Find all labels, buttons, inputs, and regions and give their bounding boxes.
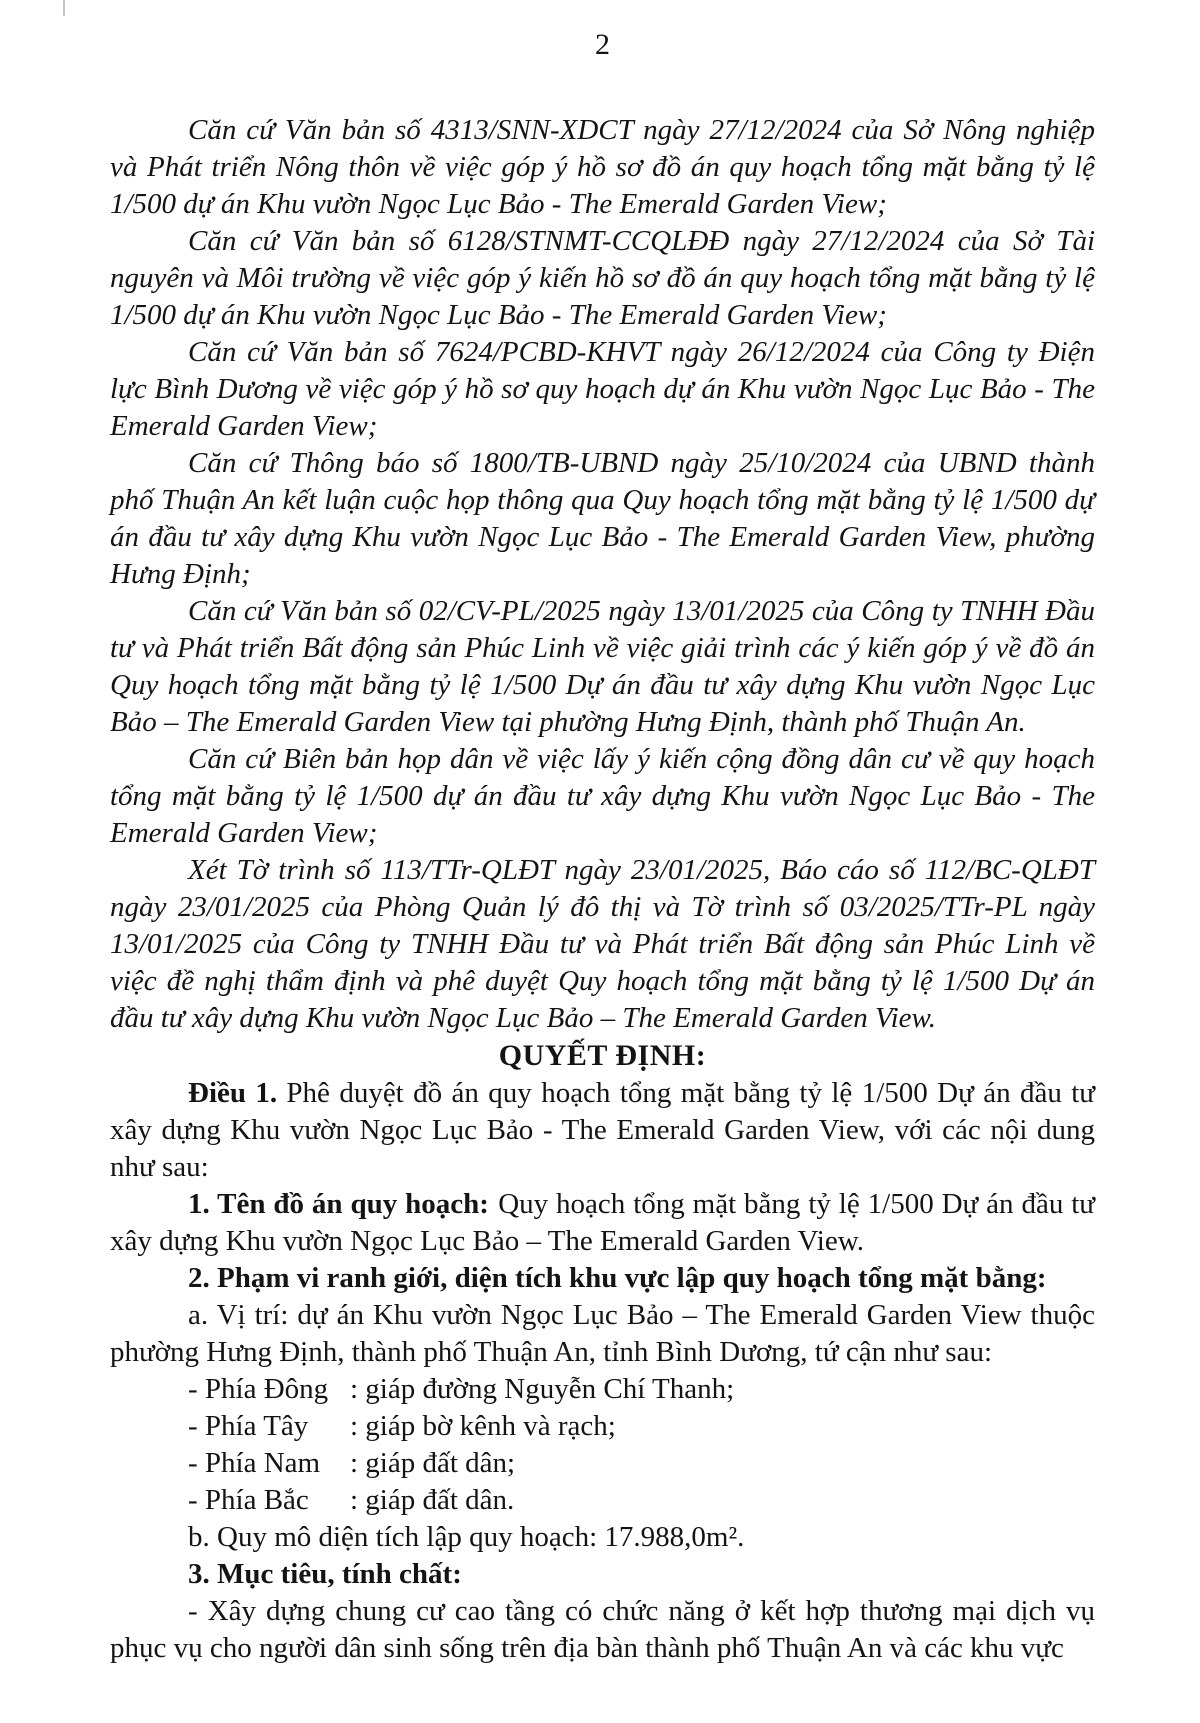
scan-artifact-mark: [63, 0, 65, 16]
section-2-item-a: a. Vị trí: dự án Khu vườn Ngọc Lục Bảo – The Emerald Garden View thuộc phường Hưng Định, thành phố Thuận An, tỉnh Bình Dương, tứ cận như sau:: [110, 1299, 1095, 1368]
section-2-item-b: b. Quy mô diện tích lập quy hoạch: 17.988,0m².: [188, 1521, 745, 1553]
article-1-paragraph: [110, 1075, 1095, 1186]
citation-paragraph: Căn cứ Văn bản số 02/CV-PL/2025 ngày 13/01/2025 của Công ty TNHH Đầu tư và Phát triển Bất động sản Phúc Linh về việc giải trình các ý kiến góp ý về đồ án Quy hoạch tổng mặt bằng tỷ lệ 1/500 Dự án đầu tư xây dựng Khu vườn Ngọc Lục Bảo – The Emerald Garden View tại phường Hưng Định, thành phố Thuận An.: [110, 595, 1095, 738]
section-1-text: Quy hoạch tổng mặt bằng tỷ lệ 1/500 Dự án đầu tư xây dựng Khu vườn Ngọc Lục Bảo – The Emerald Garden View.: [110, 1188, 1095, 1257]
boundary-label: - Phía Bắc: [188, 1484, 309, 1516]
citation-paragraph: Căn cứ Văn bản số 4313/SNN-XDCT ngày 27/12/2024 của Sở Nông nghiệp và Phát triển Nông thôn về việc góp ý hồ sơ đồ án quy hoạch tổng mặt bằng tỷ lệ 1/500 dự án Khu vườn Ngọc Lục Bảo - The Emerald Garden View;: [110, 114, 1095, 220]
boundary-label: - Phía Đông: [188, 1373, 329, 1405]
article-1-text: Phê duyệt đồ án quy hoạch tổng mặt bằng tỷ lệ 1/500 Dự án đầu tư xây dựng Khu vườn Ngọc Lục Bảo - The Emerald Garden View, với các nội dung như sau:: [110, 1077, 1096, 1183]
boundary-value: : giáp bờ kênh và rạch;: [350, 1410, 616, 1442]
boundary-row-north: [110, 1482, 1095, 1519]
section-3-item: - Xây dựng chung cư cao tầng có chức năng ở kết hợp thương mại dịch vụ phục vụ cho người dân sinh sống trên địa bàn thành phố Thuận An và các khu vực: [110, 1595, 1095, 1664]
document-body: [110, 112, 1095, 1667]
boundary-value: : giáp đường Nguyễn Chí Thanh;: [350, 1373, 735, 1405]
section-2-heading: 2. Phạm vi ranh giới, diện tích khu vực lập quy hoạch tổng mặt bằng:: [188, 1262, 1047, 1294]
boundary-row-west: [110, 1408, 1095, 1445]
boundary-label: - Phía Nam: [188, 1447, 321, 1479]
section-1-label: 1. Tên đồ án quy hoạch:: [188, 1188, 489, 1220]
citation-paragraph: Căn cứ Thông báo số 1800/TB-UBND ngày 25/10/2024 của UBND thành phố Thuận An kết luận cuộc họp thông qua Quy hoạch tổng mặt bằng tỷ lệ 1/500 dự án đầu tư xây dựng Khu vườn Ngọc Lục Bảo - The Emerald Garden View, phường Hưng Định;: [110, 447, 1095, 590]
boundary-row-east: [110, 1371, 1095, 1408]
boundary-value: : giáp đất dân.: [350, 1484, 515, 1516]
boundary-value: : giáp đất dân;: [350, 1447, 516, 1479]
boundary-label: - Phía Tây: [188, 1410, 309, 1442]
page-number: 2: [595, 28, 610, 61]
section-3-heading: 3. Mục tiêu, tính chất:: [188, 1558, 462, 1590]
decision-heading: QUYẾT ĐỊNH:: [498, 1039, 707, 1072]
section-1-paragraph: [110, 1186, 1095, 1260]
citation-paragraph: Căn cứ Biên bản họp dân về việc lấy ý kiến cộng đồng dân cư về quy hoạch tổng mặt bằng tỷ lệ 1/500 dự án đầu tư xây dựng Khu vườn Ngọc Lục Bảo - The Emerald Garden View;: [110, 743, 1095, 849]
citation-paragraph: Căn cứ Văn bản số 7624/PCBD-KHVT ngày 26/12/2024 của Công ty Điện lực Bình Dương về việc góp ý hồ sơ quy hoạch dự án Khu vườn Ngọc Lục Bảo - The Emerald Garden View;: [110, 336, 1095, 442]
boundary-row-south: [110, 1445, 1095, 1482]
citation-paragraph: Căn cứ Văn bản số 6128/STNMT-CCQLĐĐ ngày 27/12/2024 của Sở Tài nguyên và Môi trường về việc góp ý kiến hồ sơ đồ án quy hoạch tổng mặt bằng tỷ lệ 1/500 dự án Khu vườn Ngọc Lục Bảo - The Emerald Garden View;: [110, 225, 1095, 331]
citation-paragraph: Xét Tờ trình số 113/TTr-QLĐT ngày 23/01/2025, Báo cáo số 112/BC-QLĐT ngày 23/01/2025 của Phòng Quản lý đô thị và Tờ trình số 03/2025/TTr-PL ngày 13/01/2025 của Công ty TNHH Đầu tư và Phát triển Bất động sản Phúc Linh về việc đề nghị thẩm định và phê duyệt Quy hoạch tổng mặt bằng tỷ lệ 1/500 Dự án đầu tư xây dựng Khu vườn Ngọc Lục Bảo – The Emerald Garden View.: [110, 854, 1095, 1034]
article-1-label: Điều 1.: [188, 1077, 278, 1109]
